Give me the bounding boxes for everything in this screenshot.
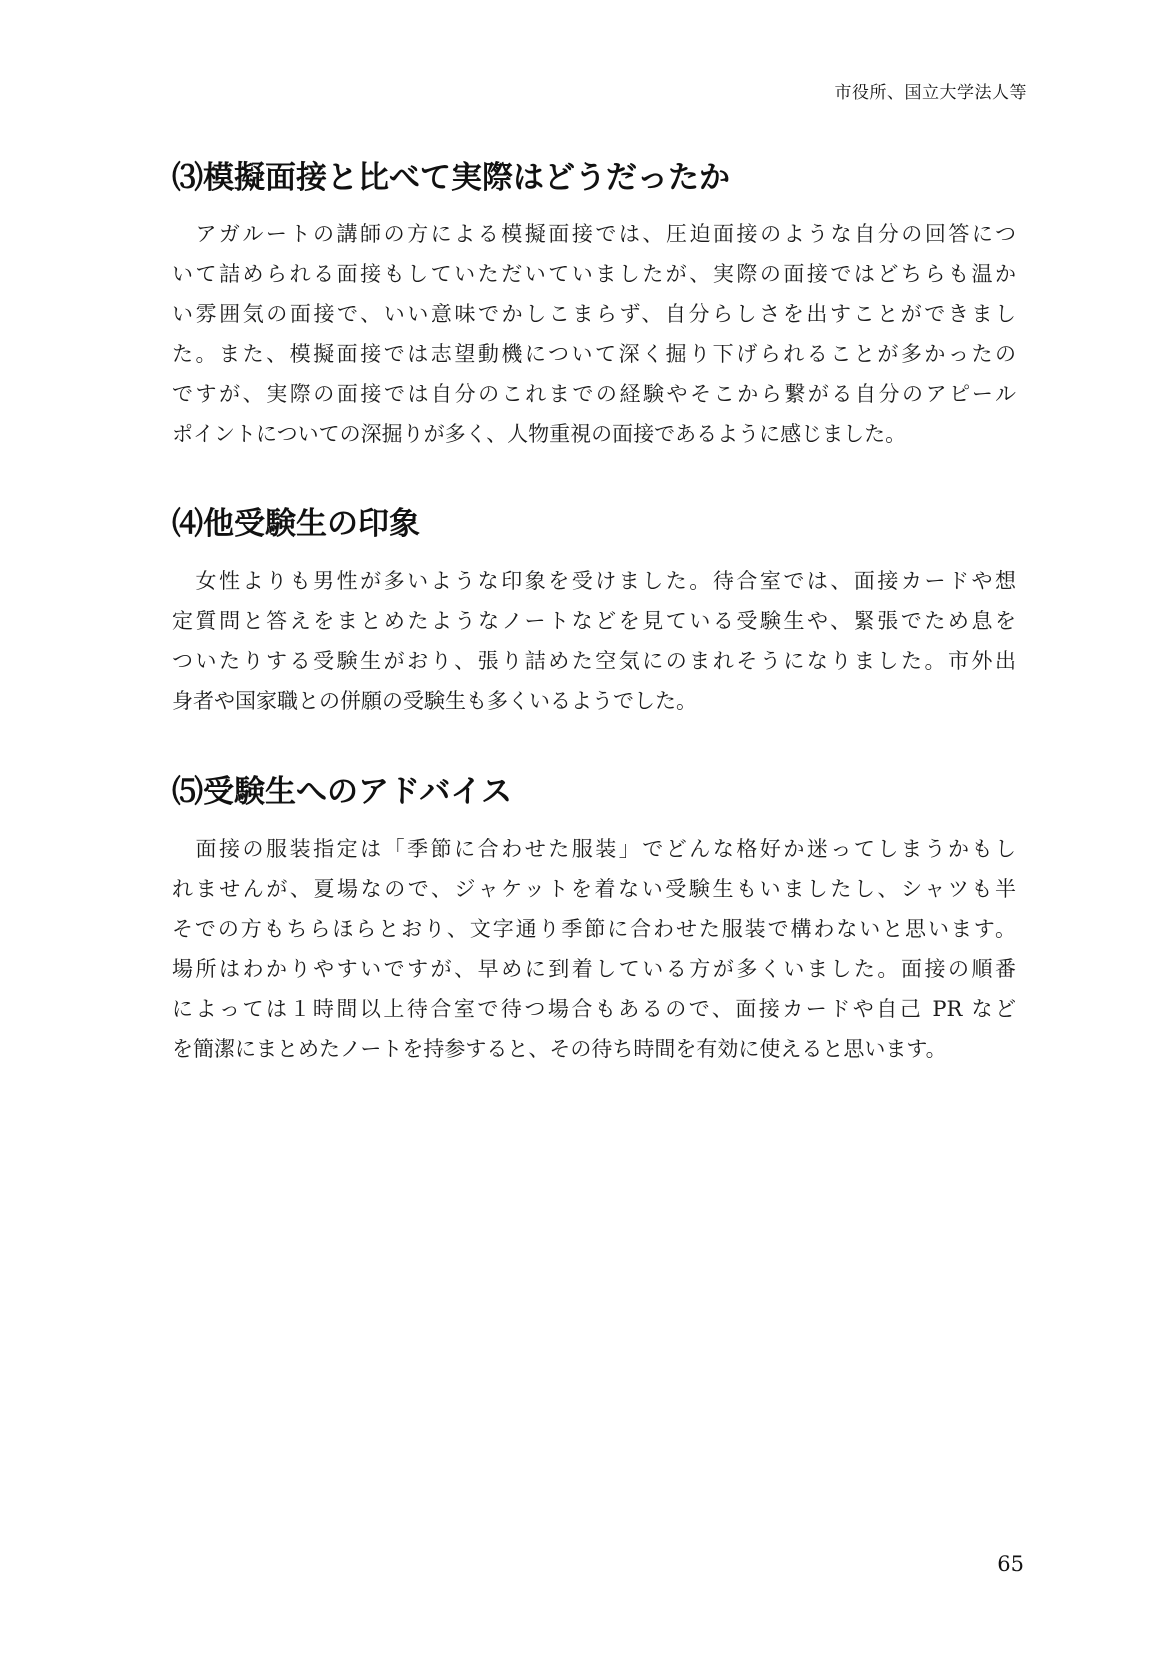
body-line: 定質問と答えをまとめたようなノートなどを見ている受験生や、緊張でため息を: [172, 609, 1016, 633]
body-line: を簡潔にまとめたノートを持参すると、その待ち時間を有効に使えると思います。: [172, 1037, 947, 1061]
body-line: 女性よりも男性が多いような印象を受けました。待合室では、面接カードや想: [172, 569, 1016, 593]
body-line: ポイントについての深掘りが多く、人物重視の面接であるように感じました。: [172, 422, 907, 446]
section-body-mock-interview: [172, 214, 1016, 454]
body-line: によっては１時間以上待合室で待つ場合もあるので、面接カードや自己 PR など: [172, 997, 1016, 1021]
body-line: そでの方もちらほらとおり、文字通り季節に合わせた服装で構わないと思います。: [172, 917, 1016, 941]
body-line: た。また、模擬面接では志望動機について深く掘り下げられることが多かったの: [172, 342, 1016, 366]
page-number: 65: [997, 1552, 1024, 1576]
section-heading-other-candidates: ⑷他受験生の印象: [172, 506, 420, 542]
body-line: ですが、実際の面接では自分のこれまでの経験やそこから繋がる自分のアピール: [172, 382, 1016, 406]
body-line: いて詰められる面接もしていただいていましたが、実際の面接ではどちらも温か: [172, 262, 1016, 286]
body-line: 面接の服装指定は「季節に合わせた服装」でどんな格好か迷ってしまうかもし: [172, 837, 1016, 861]
body-line: ついたりする受験生がおり、張り詰めた空気にのまれそうになりました。市外出: [172, 649, 1016, 673]
section-body-other-candidates: [172, 561, 1016, 721]
running-header: 市役所、国立大学法人等: [834, 83, 1027, 103]
body-line: アガルートの講師の方による模擬面接では、圧迫面接のような自分の回答につ: [172, 222, 1016, 246]
section-body-advice: [172, 829, 1016, 1069]
body-line: 身者や国家職との併願の受験生も多くいるようでした。: [172, 689, 697, 713]
section-heading-mock-interview: ⑶模擬面接と比べて実際はどうだったか: [172, 160, 730, 196]
body-line: い雰囲気の面接で、いい意味でかしこまらず、自分らしさを出すことができまし: [172, 302, 1016, 326]
body-line: れませんが、夏場なので、ジャケットを着ない受験生もいましたし、シャツも半: [172, 877, 1016, 901]
section-heading-advice: ⑸受験生へのアドバイス: [172, 774, 513, 810]
body-line: 場所はわかりやすいですが、早めに到着している方が多くいました。面接の順番: [172, 957, 1016, 981]
